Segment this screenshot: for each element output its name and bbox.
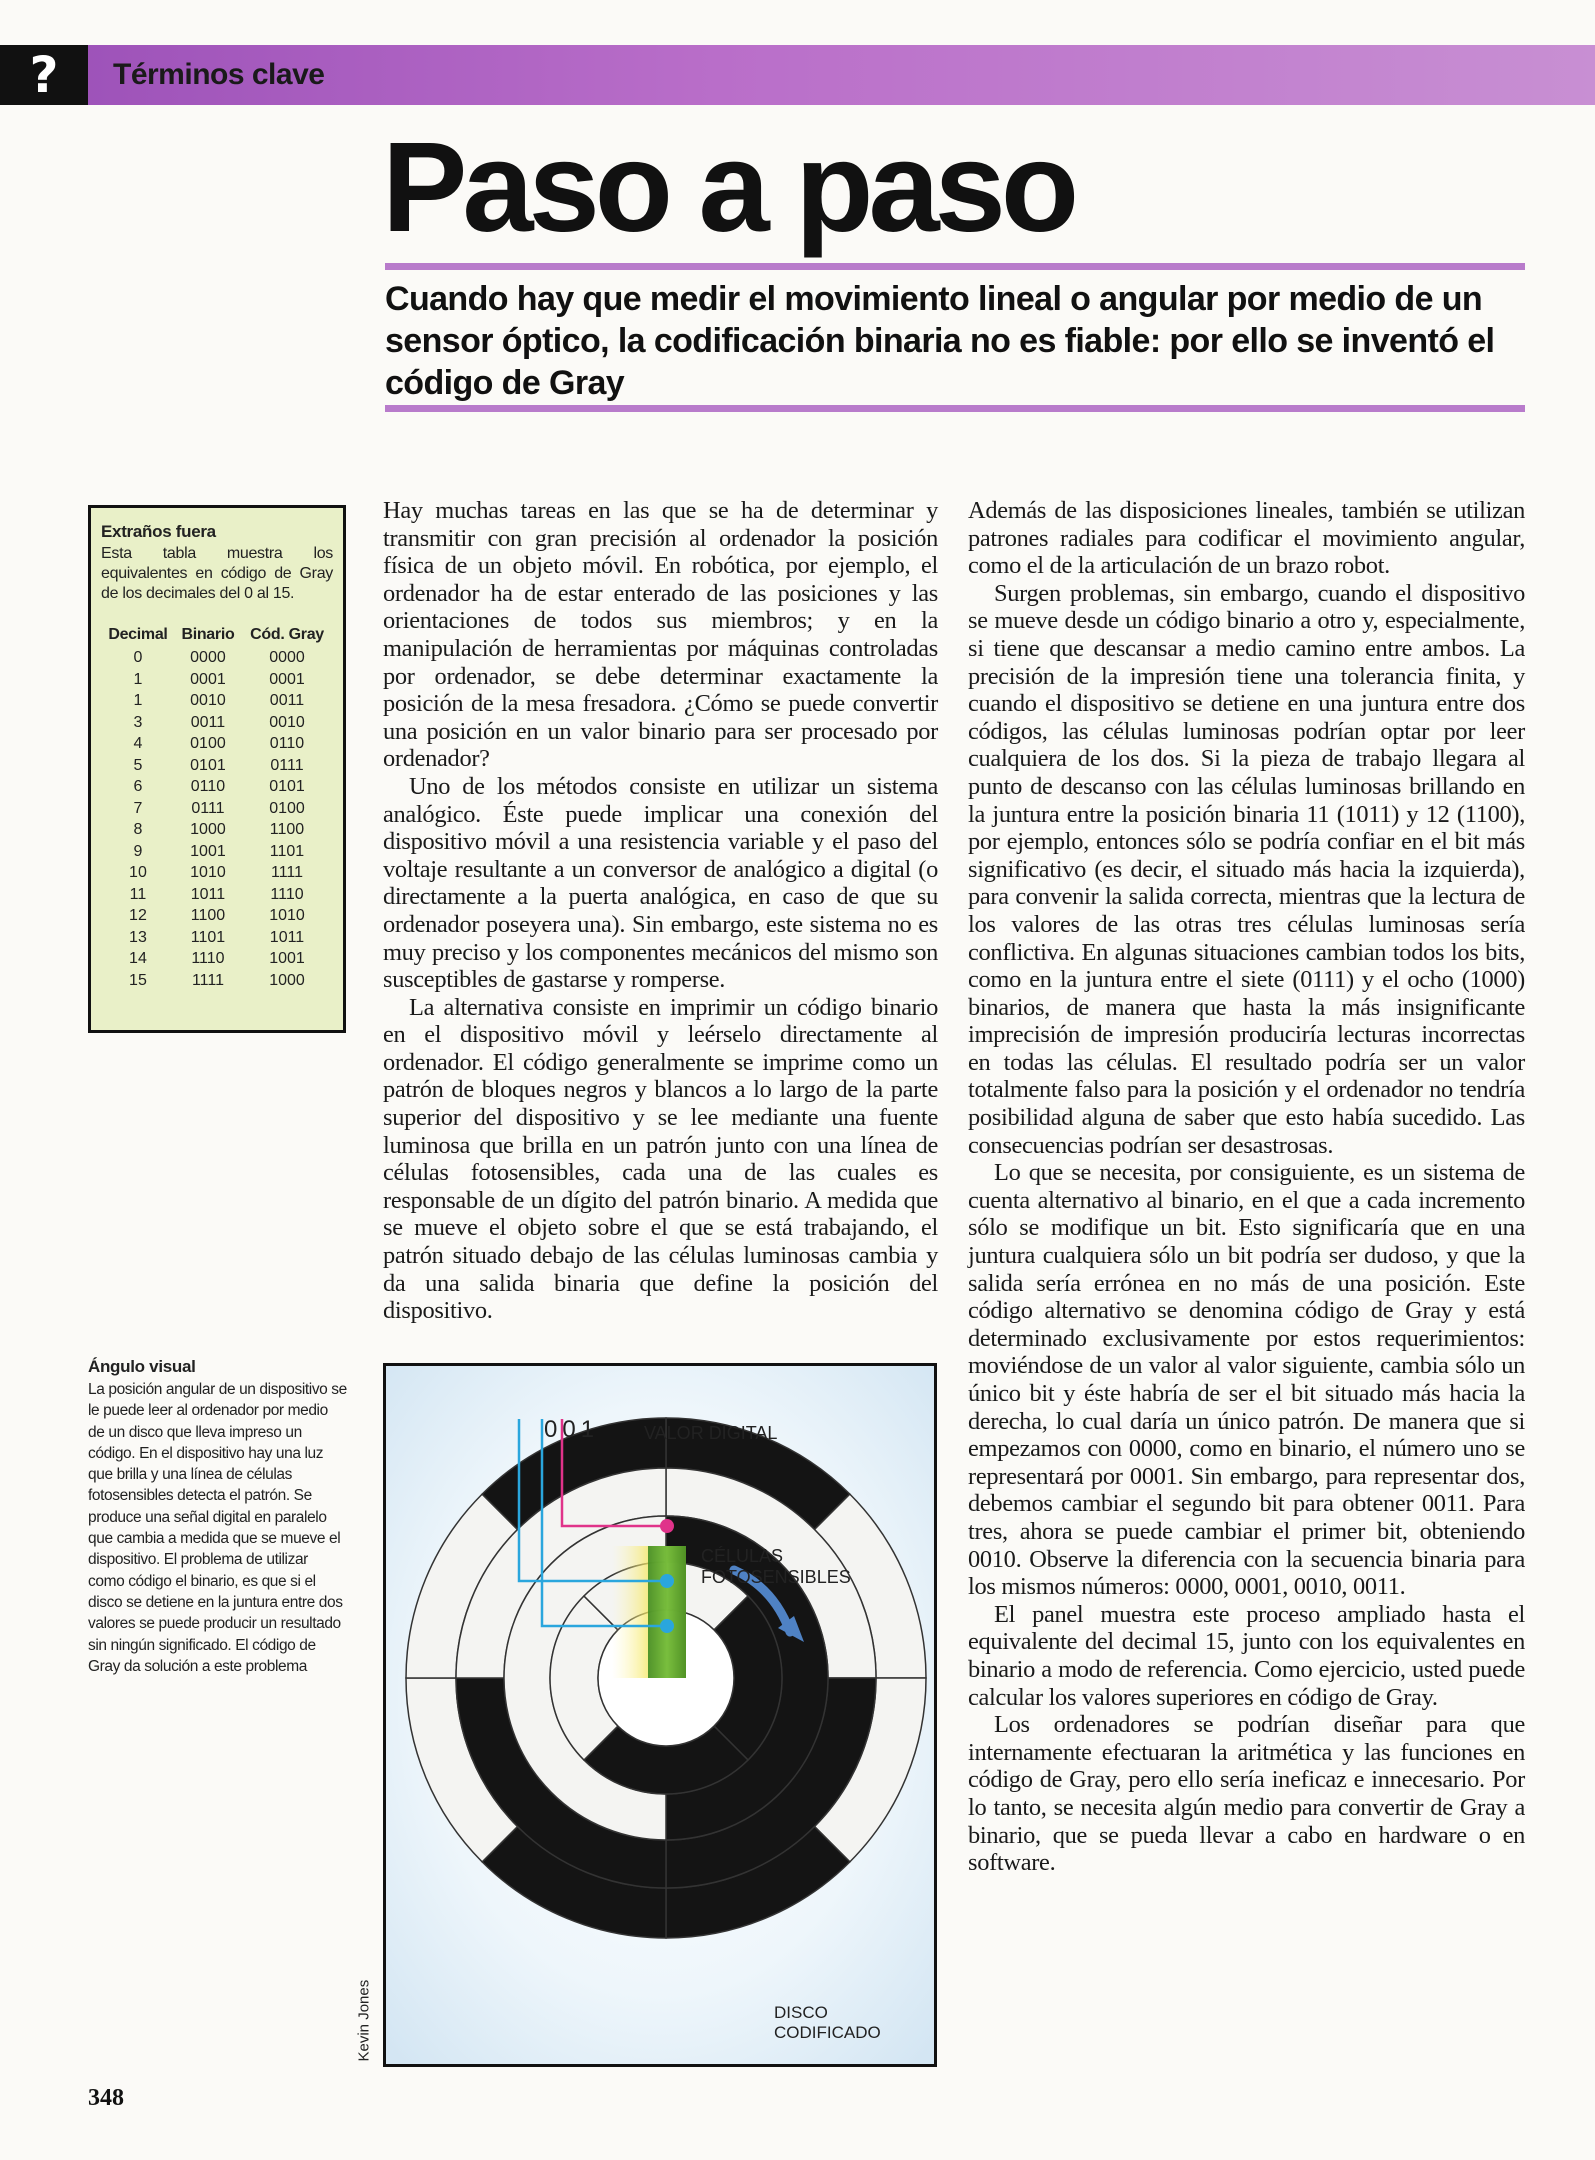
table-row bbox=[101, 712, 333, 734]
table-cell: 1110 bbox=[270, 885, 304, 903]
table-cell: 0001 bbox=[269, 670, 305, 688]
photocells-label: CÉLULAS FOTOSENSIBLES bbox=[701, 1546, 851, 1587]
table-cell: 1101 bbox=[269, 842, 305, 860]
gray-code-table-box bbox=[88, 505, 346, 1033]
table-row bbox=[101, 669, 333, 691]
table-cell: 1001 bbox=[190, 842, 226, 860]
table-cell: 1101 bbox=[190, 928, 226, 946]
subtitle: Cuando hay que medir el movimiento lineal o angular por medio de un sensor óptico, la codificación binaria no es fiable: por ello se inventó el código de Gray bbox=[385, 280, 1495, 402]
table-row bbox=[101, 755, 333, 777]
table-cell: 1110 bbox=[191, 950, 225, 967]
table-cell: 0110 bbox=[190, 778, 226, 795]
table-row bbox=[101, 927, 333, 949]
column-header: Cód. Gray bbox=[250, 626, 324, 643]
table-cell: 0011 bbox=[269, 692, 305, 709]
bottom-divider bbox=[385, 405, 1525, 412]
table-cell: 7 bbox=[133, 799, 143, 817]
table-cell: 0011 bbox=[190, 713, 226, 731]
table-cell: 3 bbox=[133, 713, 143, 731]
page-number: 348 bbox=[88, 2085, 124, 2111]
table-cell: 13 bbox=[129, 928, 147, 946]
table-row bbox=[101, 905, 333, 927]
paragraph: Uno de los métodos consiste en utilizar un sistema analógico. Éste puede implicar una conexión del dispositivo móvil a una resistencia variable y el paso del voltaje resultante a un conversor de analógico a digital (o directamente a la puerta analógica, en caso de que su ordenador poseyera una). Sin embargo, este sistema no es muy preciso y los componentes mecánicos del mismo son susceptibles de gastarse y romperse. bbox=[383, 772, 938, 994]
bit-value: 0 bbox=[544, 1416, 563, 1443]
paragraph: Hay muchas tareas en las que se ha de determinar y transmitir con gran precisión al ordenador la posición física de un objeto móvil. En robótica, por ejemplo, el ordenador ha de estar enterado de las posiciones y las orientaciones de todos sus miembros; y en la manipulación de herramientas por máquinas controladas por ordenador, se debe determinar exactamente la posición de la mesa fresadora. ¿Cómo se puede convertir una posición en un valor binario para ser procesado por ordenador? bbox=[383, 497, 938, 773]
table-cell: 1000 bbox=[190, 821, 226, 838]
table-cell: 0000 bbox=[269, 649, 305, 666]
caption-text: La posición angular de un dispositivo se le puede leer al ordenador por medio de un disco que lleva impreso un código. En el dispositivo hay una luz que brilla y una línea de células fotosensibles detecta el patrón. Se produce una señal digital en paralelo que cambia a medida que se mueve el dispositivo. El problema de utilizar como código el binario, es que si el disco se detiene en la juntura entre dos valores se puede producir un resultado sin ningún significado. El código de Gray da solución a este problema bbox=[88, 1381, 347, 1675]
photocell-dot bbox=[660, 1519, 674, 1533]
photocell-dot bbox=[660, 1619, 674, 1633]
paragraph: La alternativa consiste en imprimir un código binario en el dispositivo móvil y leérselo directamente al ordenador. El código generalmente se imprime como un patrón de bloques negros y blancos a lo largo de la parte superior del dispositivo y se lee mediante una fuente luminosa que brilla en un patrón junto con una línea de células fotosensibles, cada una de las cuales es responsable de un dígito del patrón binario. A medida que se mueve el objeto sobre el que se está trabajando, el patrón situado debajo de las células luminosas cambia y da una salida binaria que define la posición del dispositivo. bbox=[383, 993, 938, 1325]
top-divider bbox=[385, 263, 1525, 270]
table-cell: 1000 bbox=[269, 971, 305, 989]
table-row bbox=[101, 862, 333, 884]
table-cell: 4 bbox=[133, 735, 143, 752]
table-cell: 0001 bbox=[190, 670, 226, 688]
photocell-strip bbox=[648, 1546, 686, 1678]
table-cell: 0101 bbox=[269, 778, 305, 795]
paragraph: El panel muestra este proceso ampliado hasta el equivalente del decimal 15, junto con los equivalentes en binario a modo de referencia. Como ejercicio, usted puede calcular los valores superiores en código de Gray. bbox=[968, 1600, 1525, 1711]
table-cell: 0010 bbox=[269, 713, 305, 731]
table-cell: 15 bbox=[129, 971, 147, 989]
table-cell: 0000 bbox=[190, 649, 226, 666]
table-cell: 6 bbox=[133, 778, 143, 795]
bit-value: 1 bbox=[580, 1416, 600, 1443]
paragraph: Los ordenadores se podrían diseñar para que internamente efectuaran la aritmética y las funciones en código de Gray, pero ello sería ineficaz e innecesario. Por lo tanto, se necesita algún medio para convertir de Gray a binario, que se pueda llevar a cabo en hardware o en software. bbox=[968, 1711, 1525, 1877]
paragraph: Además de las disposiciones lineales, también se utilizan patrones radiales para codificar el movimiento angular, como el de la articulación de un brazo robot. bbox=[968, 497, 1525, 580]
table-row bbox=[101, 647, 333, 669]
table-cell: 1010 bbox=[190, 864, 226, 881]
table-cell: 0010 bbox=[190, 692, 226, 709]
paragraph: Surgen problemas, sin embargo, cuando el dispositivo se mueve desde un código binario a otro y, especialmente, si tiene que descansar a medio camino entre ambos. La precisión de la impresión tiene una tolerancia finita, y cuando el dispositivo se detiene en una juntura entre dos códigos, las células luminosas podrían optar por leer cualquiera de los dos. Si la pieza de trabajo llegara al punto de descanso con las células luminosas brillando en la juntura entre la posición binaria 11 (1011) y 12 (1100), por ejemplo, entonces sólo se podría confiar en el bit más significativo (es decir, el situado más hacia la izquierda), para convenir la salida correcta, mientras que la lectura de los valores de las otras tres células luminosas sería conflictiva. En algunas situaciones cambian todos los bits, como en la juntura entre el siete (0111) y el ocho (1000) binarios, de manera que hasta la más insignificante imprecisión de impresión produciría lecturas incorrectas en todas las células. El resultado podría ser un valor totalmente falso para la posición y el ordenador no tendría posibilidad alguna de saber que esto había sucedido. Las consecuencias podrían ser desastrosas. bbox=[968, 579, 1525, 1159]
credit-text: Kevin Jones bbox=[355, 1979, 373, 2062]
table-cell: 1011 bbox=[190, 885, 226, 903]
table-row bbox=[101, 819, 333, 841]
table-row bbox=[101, 841, 333, 863]
table-cell: 1111 bbox=[191, 971, 224, 989]
digital-value-label: VALOR DIGITAL bbox=[644, 1423, 778, 1443]
column-header: Binario bbox=[181, 626, 235, 643]
article-column-1 bbox=[383, 497, 938, 1325]
table-cell: 12 bbox=[129, 907, 147, 924]
table-cell: 1100 bbox=[269, 821, 305, 838]
table-cell: 11 bbox=[129, 885, 147, 903]
coded-disc-figure bbox=[383, 1363, 937, 2067]
table-row bbox=[101, 948, 333, 970]
table-cell: 5 bbox=[133, 756, 143, 774]
table-cell: 0111 bbox=[270, 756, 304, 774]
photocell-dot bbox=[660, 1574, 674, 1588]
table-row bbox=[101, 884, 333, 906]
article-column-2 bbox=[968, 497, 1525, 1877]
table-cell: 0111 bbox=[191, 799, 225, 817]
section-label: Términos clave bbox=[113, 58, 325, 91]
bit-readout bbox=[544, 1416, 599, 1444]
page-title: Paso a paso bbox=[382, 116, 1074, 259]
coded-disc-label: DISCO CODIFICADO bbox=[774, 2003, 881, 2042]
table-row bbox=[101, 776, 333, 798]
table-cell: 1 bbox=[133, 692, 143, 709]
figure-caption bbox=[88, 1357, 348, 1677]
photo-credit bbox=[352, 1979, 376, 2065]
table-row bbox=[101, 690, 333, 712]
table-cell: 0100 bbox=[269, 799, 305, 817]
table-cell: 1001 bbox=[269, 950, 305, 967]
table-cell: 0 bbox=[133, 649, 143, 666]
paragraph: Lo que se necesita, por consiguiente, es un sistema de cuenta alternativo al binario, en el que a cada incremento sólo se modifique un bit. Esto significaría que en una juntura cualquiera sólo un bit podría ser dudoso, y que la salida sería errónea en no más de una posición. Este código alternativo se denomina código de Gray y está determinado exclusivamente por estos requerimientos: moviéndose de un valor al valor siguiente, cambia sólo un único bit y éste habría de ser el bit situado más hacia la derecha, lo cual daría un único patrón. De manera que si empezamos con 0000, como en binario, el número uno se representará por 0001. Sin embargo, para representar dos, debemos cambiar el segundo bit para obtener 0011. Para tres, ahora se puede cambiar el primer bit, obteniendo 0010. Observe la diferencia con la secuencia binaria para los mismos números: 0000, 0001, 0010, 0011. bbox=[968, 1159, 1525, 1601]
table-cell: 1010 bbox=[269, 907, 305, 924]
coded-disc-diagram bbox=[386, 1366, 934, 2064]
table-cell: 8 bbox=[133, 821, 143, 838]
table-cell: 14 bbox=[129, 950, 147, 967]
table-cell: 0110 bbox=[269, 735, 305, 752]
table-cell: 1111 bbox=[270, 864, 304, 881]
table-cell: 0101 bbox=[190, 756, 226, 774]
gray-code-table bbox=[101, 626, 333, 991]
table-row bbox=[101, 970, 333, 992]
table-cell: 1011 bbox=[269, 928, 305, 946]
table-cell: 1 bbox=[133, 670, 143, 688]
column-header: Decimal bbox=[108, 626, 168, 643]
table-body bbox=[101, 647, 333, 991]
caption-heading: Ángulo visual bbox=[88, 1357, 196, 1376]
table-cell: 10 bbox=[129, 864, 147, 881]
table-row bbox=[101, 798, 333, 820]
table-cell: 0100 bbox=[190, 735, 226, 752]
table-cell: 1100 bbox=[190, 907, 226, 924]
table-row bbox=[101, 733, 333, 755]
table-heading: Extraños fuera bbox=[101, 522, 216, 541]
question-mark-icon: ? bbox=[0, 45, 88, 105]
table-description: Esta tabla muestra los equivalentes en código de Gray de los decimales del 0 al 15. bbox=[101, 545, 333, 602]
bit-value: 0 bbox=[562, 1416, 581, 1443]
table-cell: 9 bbox=[133, 842, 143, 860]
